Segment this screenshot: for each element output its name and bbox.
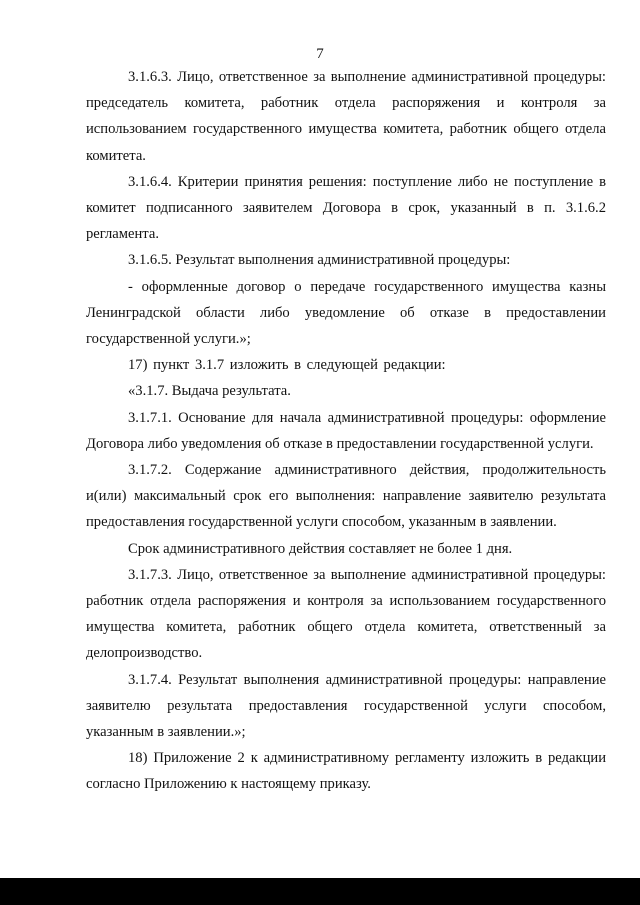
- paragraph-result-item: - оформленные договор о передаче государственного имущества казны Ленинградской области либо уведомление об отказе в предоставлении государственной услуги.»;: [86, 278, 606, 348]
- paragraph-3-1-7-2: 3.1.7.2. Содержание административного действия, продолжительность и(или) максимальный срок его выполнения: направление заявителю результата предоставления государственной услуги способом, указанным в заявлении.: [86, 462, 606, 531]
- paragraph-item-18: 18) Приложение 2 к административному регламенту изложить в редакции согласно Приложению к настоящему приказу.: [86, 750, 606, 793]
- paragraph-deadline: Срок административного действия составляет не более 1 дня.: [128, 540, 513, 557]
- paragraph-item-17: 17) пункт 3.1.7 изложить в следующей редакции:: [128, 357, 446, 374]
- scan-bottom-edge: [0, 878, 640, 905]
- paragraph-3-1-7-3: 3.1.7.3. Лицо, ответственное за выполнение административной процедуры: работник отдела распоряжения и контроля за использованием государственного имущества комитета, работник общего отдела комитета, ответственный за делопроизводство.: [86, 566, 606, 662]
- paragraph-3-1-6-5: 3.1.6.5. Результат выполнения административной процедуры:: [128, 252, 511, 269]
- document-body: [86, 64, 606, 798]
- paragraph-3-1-7-1: 3.1.7.1. Основание для начала административной процедуры: оформление Договора либо уведомления об отказе в предоставлении государственной услуги.: [86, 409, 606, 452]
- paragraph-3-1-7-4: 3.1.7.4. Результат выполнения административной процедуры: направление заявителю результата предоставления государственной услуги способом, указанным в заявлении.»;: [86, 671, 606, 741]
- paragraph-3-1-6-4: 3.1.6.4. Критерии принятия решения: поступление либо не поступление в комитет подписанного заявителем Договора в срок, указанный в п. 3.1.6.2 регламента.: [86, 173, 606, 243]
- paragraph-3-1-7: «3.1.7. Выдача результата.: [128, 383, 291, 400]
- page-number: 7: [316, 46, 324, 62]
- paragraph-3-1-6-3: 3.1.6.3. Лицо, ответственное за выполнение административной процедуры: председатель комитета, работник отдела распоряжения и контроля за использованием государственного имущества комитета, работник общего отдела комитета.: [86, 69, 606, 164]
